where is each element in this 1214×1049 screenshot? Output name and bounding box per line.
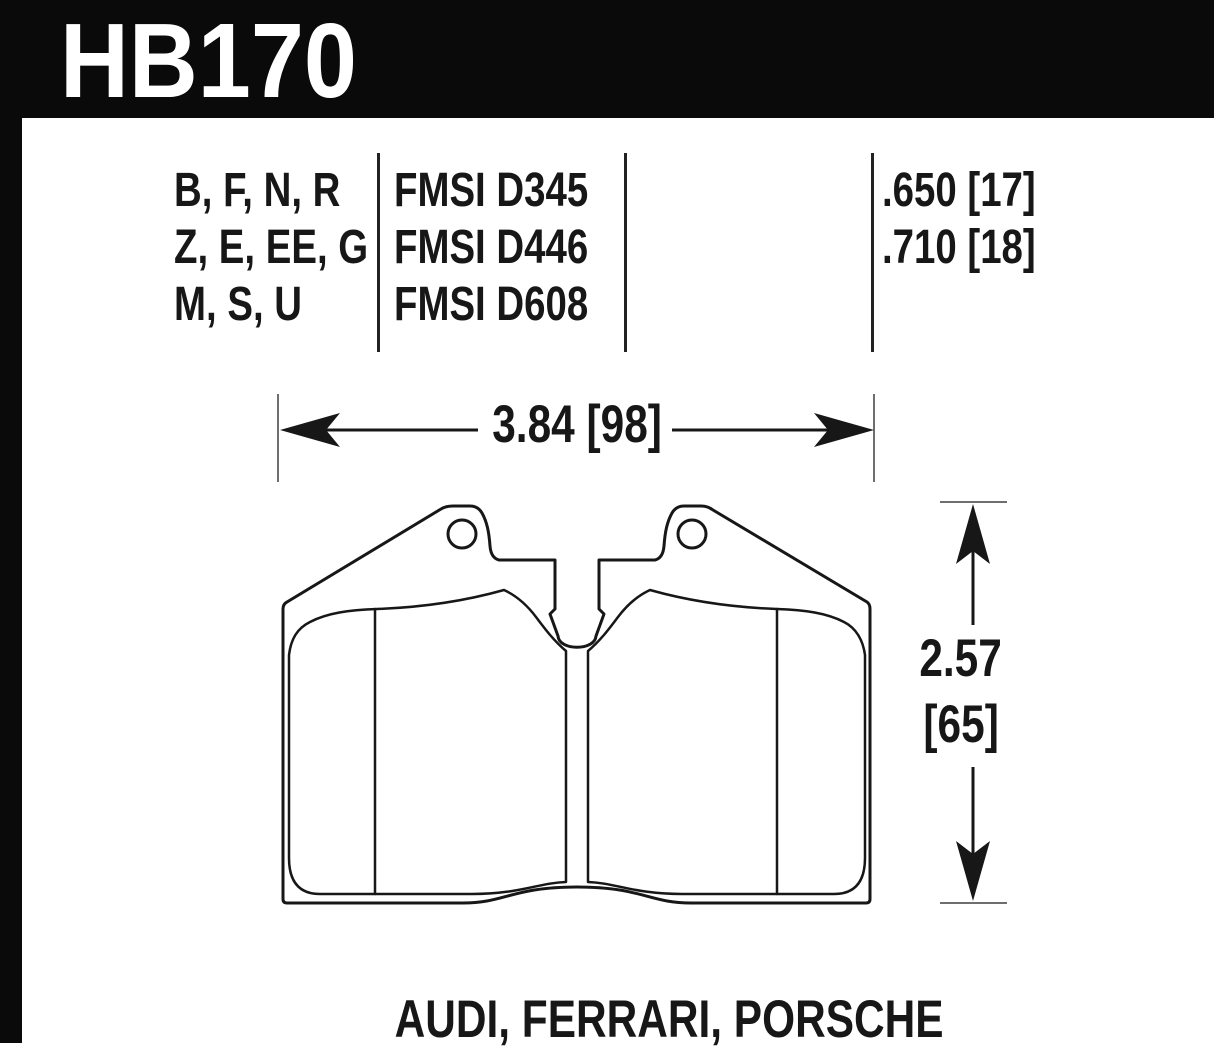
height-dimension-label-mm: [65] [923, 695, 999, 754]
thickness-row-2: .710 [18] [882, 221, 1036, 274]
vehicle-applications: AUDI, FERRARI, PORSCHE [394, 990, 944, 1049]
compound-row-3: M, S, U [174, 278, 303, 331]
friction-material-left [289, 590, 566, 894]
fmsi-row-3: FMSI D608 [394, 278, 589, 331]
mounting-hole-right [678, 520, 706, 548]
compound-row-2: Z, E, EE, G [174, 221, 369, 274]
width-dimension-arrows [280, 413, 874, 447]
thickness-row-1: .650 [17] [882, 164, 1036, 217]
part-number-text: HB170 [60, 2, 357, 120]
compound-row-1: B, F, N, R [174, 164, 341, 217]
friction-material-right [588, 590, 865, 894]
mounting-hole-left [448, 520, 476, 548]
backing-plate-outline [283, 506, 870, 903]
height-dimension-arrows [956, 504, 990, 901]
width-dimension [278, 394, 874, 482]
fmsi-row-1: FMSI D345 [394, 164, 589, 217]
height-dimension-label-inches: 2.57 [919, 629, 1003, 688]
width-dimension-label: 3.84 [98] [492, 395, 662, 454]
fmsi-row-2: FMSI D446 [394, 221, 589, 274]
